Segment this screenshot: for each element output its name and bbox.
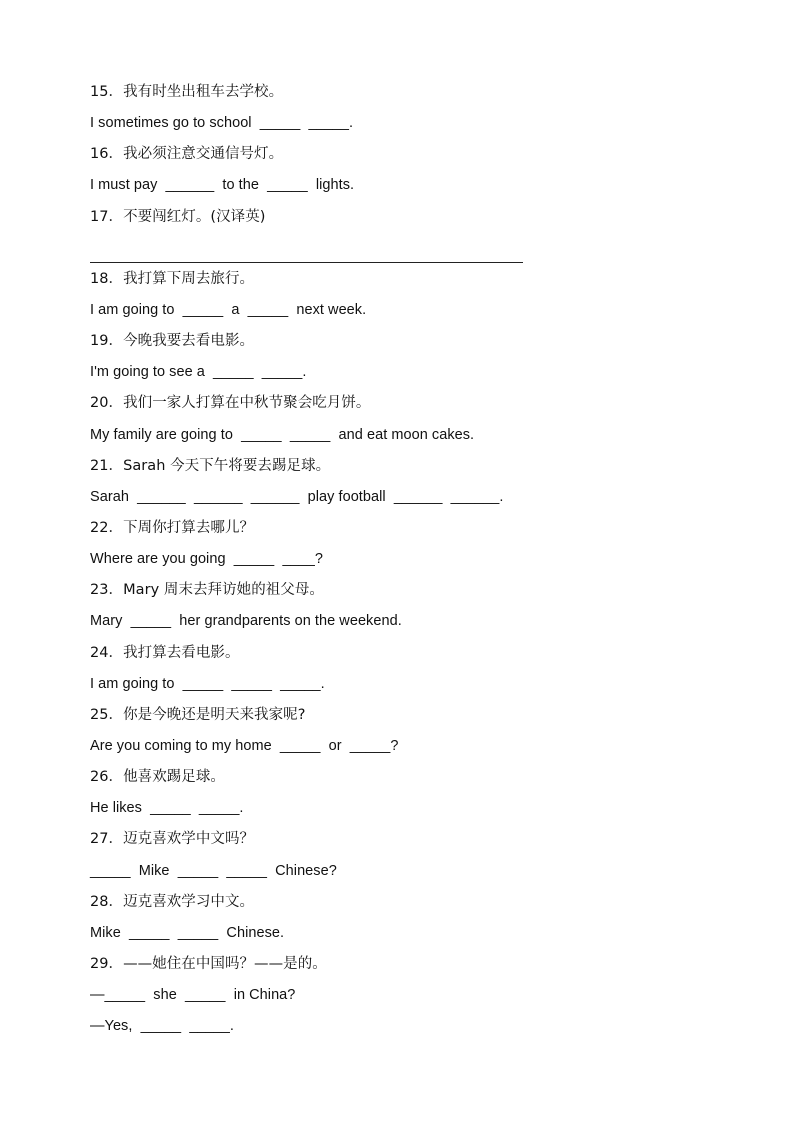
question-21: 21．Sarah 今天下午将要去踢足球。 <box>90 457 331 474</box>
answer-line-15: I sometimes go to school _____ _____. <box>90 115 354 132</box>
answer-line-27: _____ Mike _____ _____ Chinese? <box>90 862 337 879</box>
question-16: 16．我必须注意交通信号灯。 <box>90 146 284 163</box>
question-28: 28．迈克喜欢学习中文。 <box>90 893 255 910</box>
answer-line-21: Sarah ______ ______ ______ play football ______ ______. <box>90 488 504 505</box>
answer-line-20: My family are going to _____ _____ and eat moon cakes. <box>90 426 475 443</box>
question-27: 27．迈克喜欢学中文吗？ <box>90 831 255 848</box>
question-19: 19．今晚我要去看电影。 <box>90 333 255 350</box>
exercise-list <box>90 77 750 1042</box>
question-29: 29．——她住在中国吗？——是的。 <box>90 955 327 972</box>
question-17: 17．不要闯红灯。(汉译英) <box>90 208 266 225</box>
question-20: 20．我们一家人打算在中秋节聚会吃月饼。 <box>90 395 371 412</box>
answer-line-26: He likes _____ _____. <box>90 800 244 817</box>
question-23: 23．Mary 周末去拜访她的祖父母。 <box>90 582 324 599</box>
answer-line-22: Where are you going _____ ____? <box>90 551 324 568</box>
answer-rule-17 <box>90 262 523 263</box>
question-15: 15．我有时坐出租车去学校。 <box>90 84 284 100</box>
answer-line-25: Are you coming to my home _____ or _____? <box>90 737 399 754</box>
answer-line-23: Mary _____ her grandparents on the weekend. <box>90 613 402 630</box>
question-26: 26．他喜欢踢足球。 <box>90 769 225 786</box>
answer-line-28: Mike _____ _____ Chinese. <box>90 924 285 941</box>
question-18: 18．我打算下周去旅行。 <box>90 270 255 287</box>
answer-line-17 <box>90 233 750 264</box>
answer-line-18: I am going to _____ a _____ next week. <box>90 301 367 318</box>
answer-line-29b: —Yes, _____ _____. <box>90 1018 234 1035</box>
answer-line-16: I must pay ______ to the _____ lights. <box>90 177 355 194</box>
question-25: 25．你是今晚还是明天来我家呢? <box>90 706 306 723</box>
question-22: 22．下周你打算去哪儿？ <box>90 519 255 536</box>
answer-line-24: I am going to _____ _____ _____. <box>90 675 325 692</box>
answer-line-29a: —_____ she _____ in China? <box>90 987 296 1004</box>
question-24: 24．我打算去看电影。 <box>90 644 240 661</box>
answer-line-19: I'm going to see a _____ _____. <box>90 364 307 381</box>
